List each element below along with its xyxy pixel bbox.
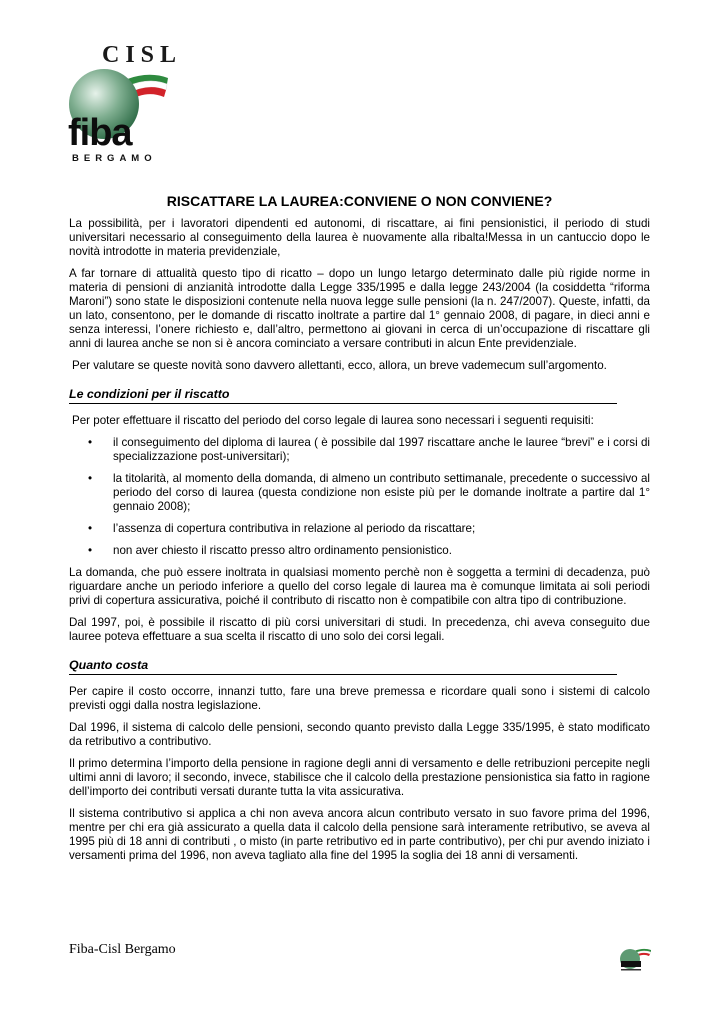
fiba-cisl-logo	[64, 42, 184, 167]
bullet-icon: •	[88, 472, 93, 485]
list-item	[69, 436, 650, 464]
list-item-text: non aver chiesto il riscatto presso altro ordinamento pensionistico.	[113, 544, 452, 557]
list-item-text: l’assenza di copertura contributiva in relazione al periodo da riscattare;	[113, 522, 476, 535]
list-item	[69, 522, 650, 536]
body-paragraph: Il sistema contributivo si applica a chi non aveva ancora alcun contributo versato in suo favore prima del 1996, mentre per chi era già assicurato a quella data il calcolo della pensione sarà interamente retributivo, se aveva al 1995 più di 18 anni di contributi , o misto (in parte retributivo ed in parte contributivo), per chi pur avendo iniziato i versamenti prima del 1996, non aveva tagliato alla fine del 1995 la soglia dei 18 anni di versamenti.	[69, 807, 650, 862]
body-paragraph: Per capire il costo occorre, innanzi tutto, fare una breve premessa e ricordare quali sono i sistemi di calcolo previsti oggi dalla nostra legislazione.	[69, 685, 650, 712]
list-item-text: il conseguimento del diploma di laurea ( è possibile dal 1997 riscattare anche le lauree “brevi” e i corsi di specializzazione post-universitari);	[113, 436, 650, 463]
body-paragraph: La domanda, che può essere inoltrata in qualsiasi momento perchè non è soggetta a termini di decadenza, può riguardare anche un periodo inferiore a quello del corso legale di laurea ma è comunque limitata ai soli periodi privi di copertura assicurativa, poiché il contributo di riscatto non è compatibile con altra tipo di contribuzione.	[69, 566, 650, 607]
intro-paragraph: A far tornare di attualità questo tipo di ricatto – dopo un lungo letargo determinato dalle più rigide norme in materia di pensioni di anzianità introdotte dalla Legge 335/1995 e dalla legge 243/2004 (la cosiddetta “riforma Maroni”) sono state le disposizioni contenute nella nuova legge sulle pensioni (la n. 247/2007). Queste, infatti, da un lato, consentono, per le domande di riscatto inoltrate a partire dal 1° gennaio 2008, di pagare, in dieci anni e senza interessi, l’onere richiesto e, dall’altro, permettono ai giovani in cerca di un’occupazione di riscattare gli anni di laurea anche se non si è ancora cominciato a versare contributi in alcun Ente previdenziale.	[69, 267, 650, 350]
section-heading-conditions: Le condizioni per il riscatto	[69, 387, 617, 404]
document-body	[69, 193, 650, 871]
list-item	[69, 472, 650, 514]
footer-logo-icon	[618, 942, 654, 972]
requirements-list	[69, 436, 650, 558]
logo-cisl-text: CISL	[102, 42, 183, 68]
body-paragraph: Dal 1996, il sistema di calcolo delle pensioni, secondo quanto previsto dalla Legge 335/1995, è stato modificato da retributivo a contributivo.	[69, 721, 650, 748]
section-heading-cost: Quanto costa	[69, 658, 617, 675]
body-paragraph: Dal 1997, poi, è possibile il riscatto di più corsi universitari di studi. In precedenza, chi aveva conseguito due lauree poteva effettuare a sua scelta il riscatto di uno solo dei corsi legali.	[69, 616, 650, 643]
bullet-icon: •	[88, 436, 93, 449]
list-item-text: la titolarità, al momento della domanda, di almeno un contributo settimanale, precedente o successivo al periodo del corso di laurea (questa condizione non esiste più per le domande inoltrate a partire dal 1° gennaio 2008);	[113, 472, 650, 513]
footer-text: Fiba-Cisl Bergamo	[69, 942, 176, 957]
document-title: RISCATTARE LA LAUREA:CONVIENE O NON CONVIENE?	[166, 193, 553, 209]
intro-paragraph: Per valutare se queste novità sono davvero allettanti, ecco, allora, un breve vademecum sull’argomento.	[72, 359, 607, 372]
logo-city-text: BERGAMO	[72, 153, 157, 164]
logo-fiba-text: fiba	[68, 112, 132, 154]
intro-paragraph: La possibilità, per i lavoratori dipendenti ed autonomi, di riscattare, ai fini pensionistici, il periodo di studi universitari necessario al conseguimento della laurea è nuovamente alla ribalta!Messa in un cantuccio dopo le novità introdotte in materia previdenziale,	[69, 217, 650, 258]
section-lead: Per poter effettuare il riscatto del periodo del corso legale di laurea sono necessari i seguenti requisiti:	[72, 414, 594, 427]
bullet-icon: •	[88, 522, 93, 535]
body-paragraph: Il primo determina l’importo della pensione in ragione degli anni di versamento e delle retribuzioni percepite negli ultimi anni di lavoro; il secondo, invece, stabilisce che il calcolo della prestazione pensionistica sia fatto in ragione dell’importo dei contributi versati durante tutta la vita assicurativa.	[69, 757, 650, 798]
bullet-icon: •	[88, 544, 93, 557]
list-item	[69, 544, 650, 558]
